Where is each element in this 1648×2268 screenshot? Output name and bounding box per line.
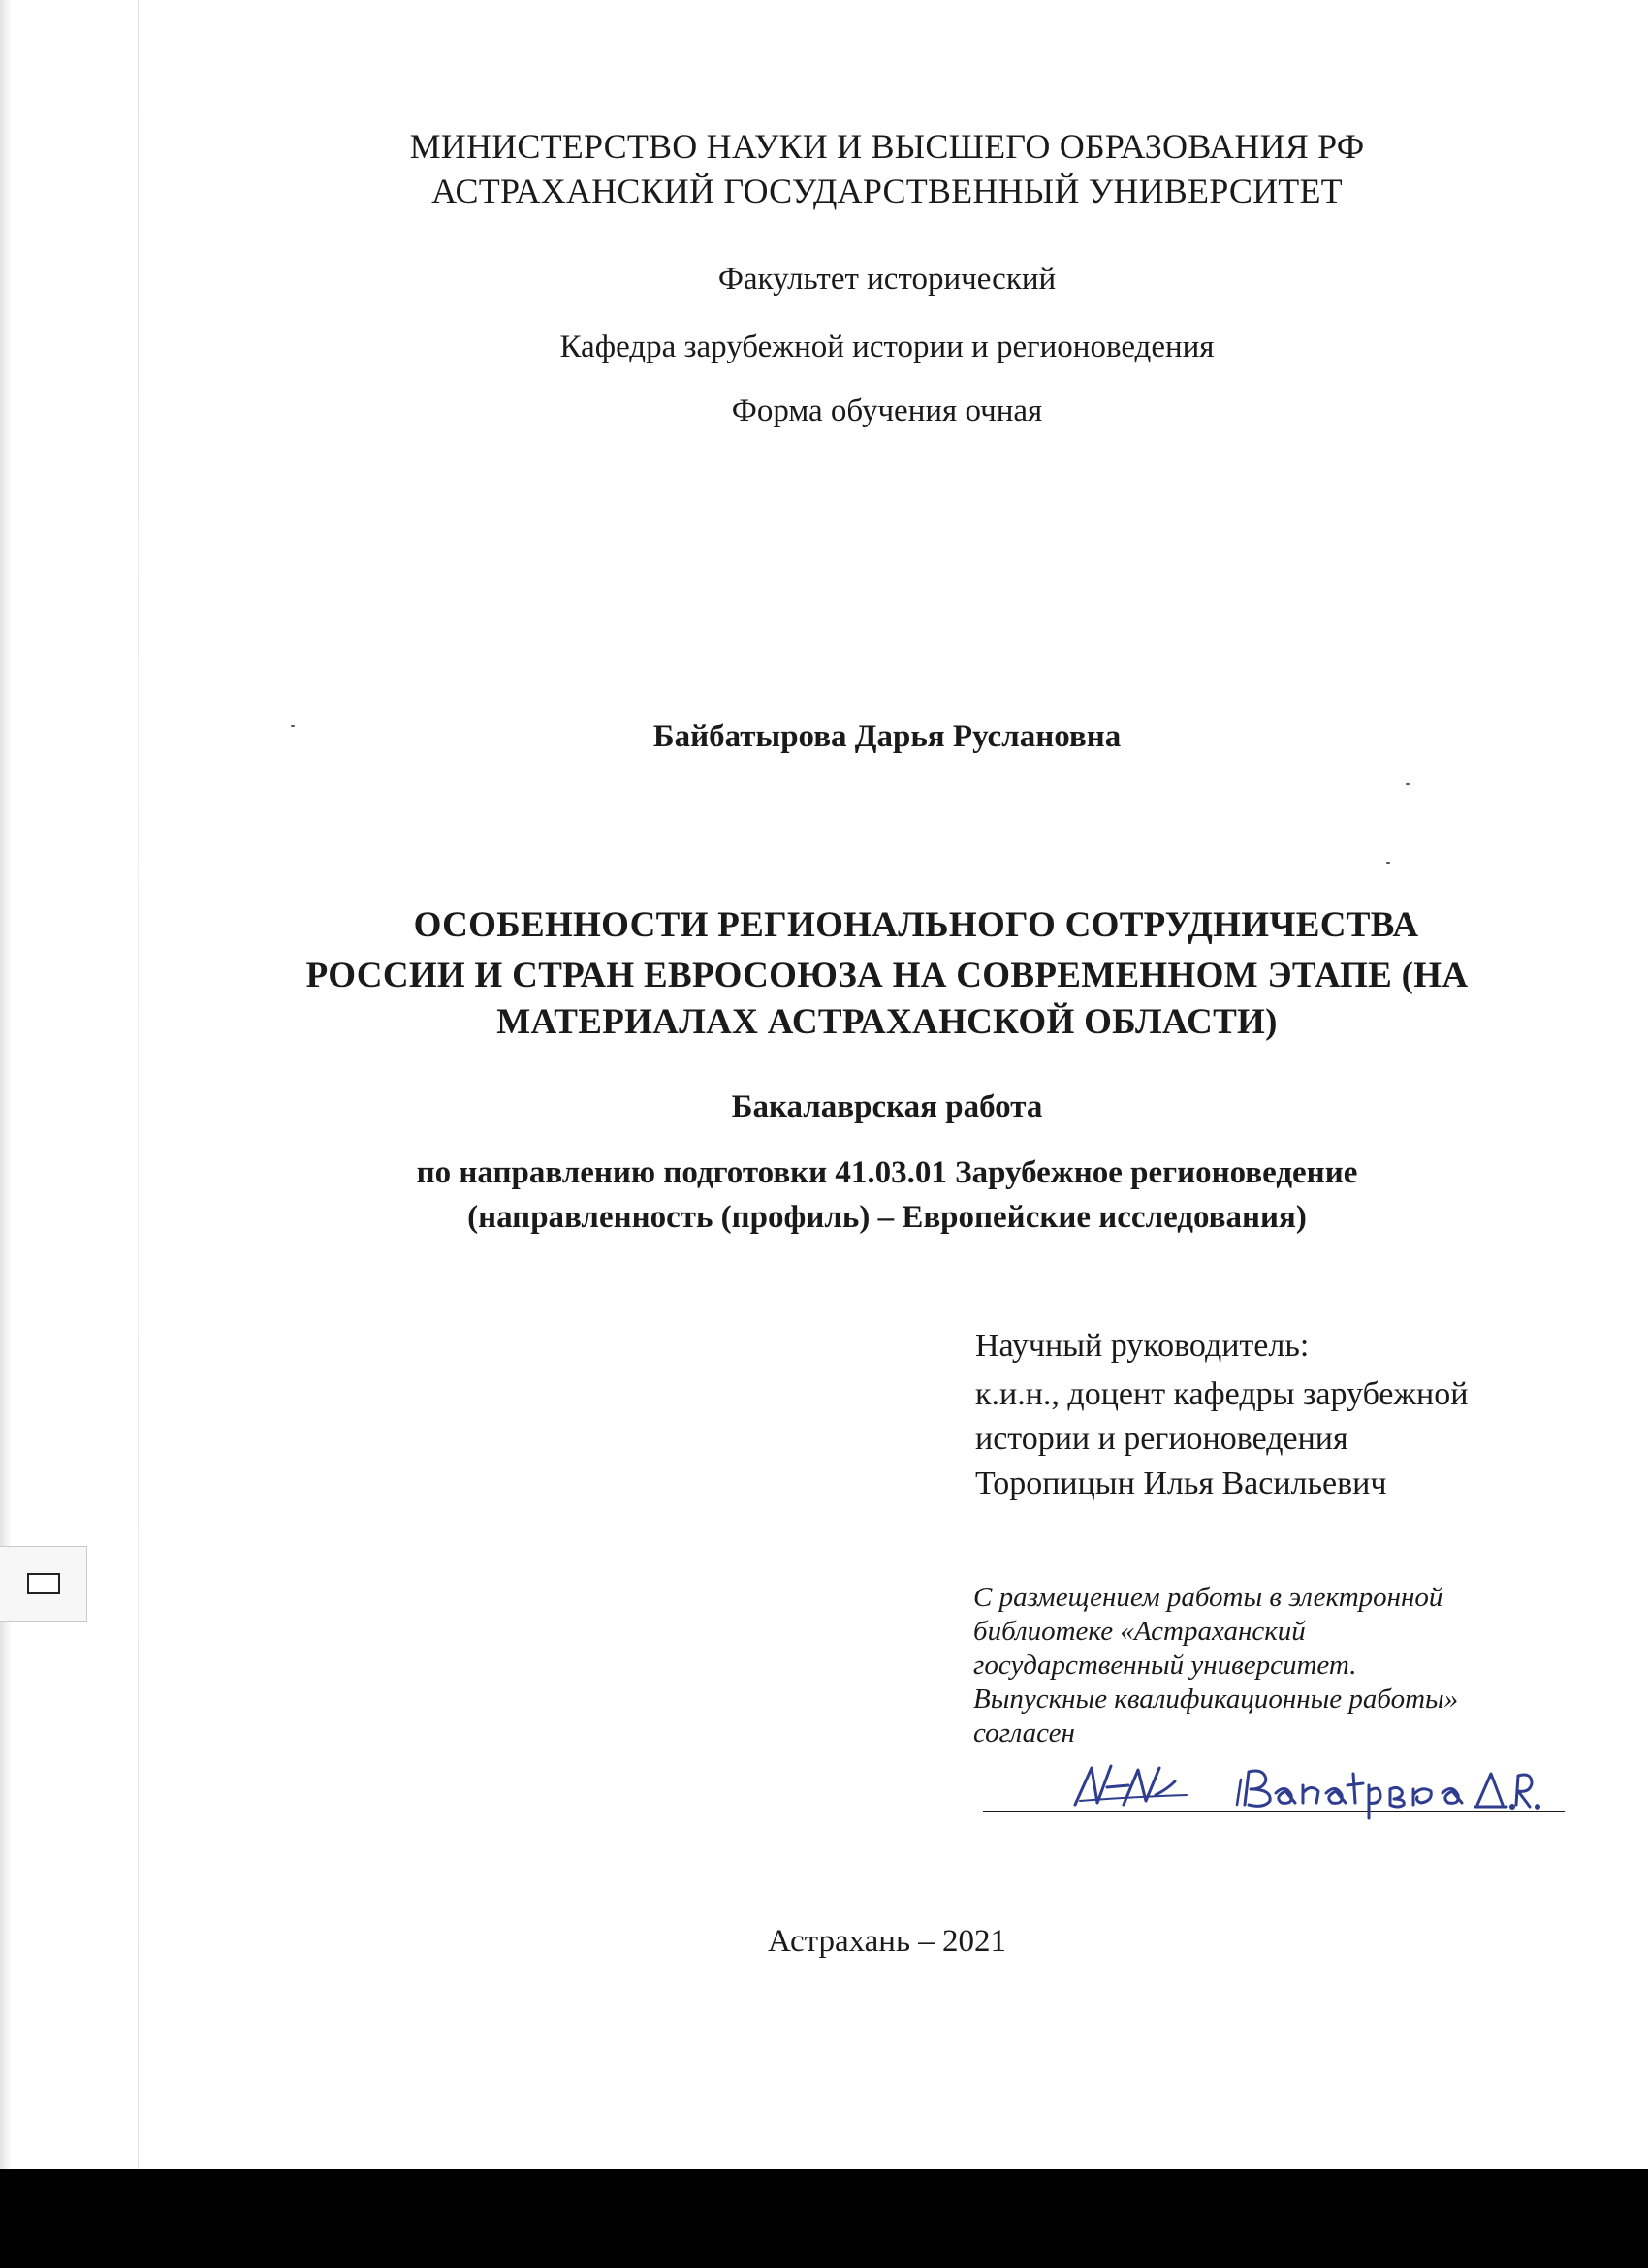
consent-line-1: С размещением работы в электронной xyxy=(973,1582,1443,1613)
ministry-line: МИНИСТЕРСТВО НАУКИ И ВЫСШЕГО ОБРАЗОВАНИЯ РФ xyxy=(409,127,1365,166)
page-edge-shadow xyxy=(0,0,12,2169)
consent-line-4: Выпускные квалификационные работы» xyxy=(973,1684,1459,1715)
consent-line-5: согласен xyxy=(973,1717,1075,1748)
study-form-line: Форма обучения очная xyxy=(731,394,1043,428)
author-name: Байбатырова Дарья Руслановна xyxy=(652,719,1122,754)
work-type: Бакалаврская работа xyxy=(731,1089,1043,1124)
consent-line-3: государственный университет. xyxy=(973,1650,1357,1681)
binder-clip-mark xyxy=(0,1546,87,1622)
signature-row xyxy=(983,1764,1576,1822)
supervisor-label: Научный руководитель: xyxy=(975,1328,1310,1364)
supervisor-degree-line-1: к.и.н., доцент кафедры зарубежной xyxy=(975,1376,1469,1412)
supervisor-degree-line-2: истории и регионоведения xyxy=(975,1421,1348,1457)
faculty-line: Факультет исторический xyxy=(717,262,1057,297)
title-line-2: РОССИИ И СТРАН ЕВРОСОЮЗА НА СОВРЕМЕННОМ ЭТАПЕ (НА xyxy=(305,956,1469,995)
binding-fold-line xyxy=(138,0,139,2169)
direction-line-1: по направлению подготовки 41.03.01 Зарубежное регионоведение xyxy=(416,1155,1358,1190)
consent-statement xyxy=(973,1581,1458,1750)
clip-mark-window xyxy=(27,1573,60,1594)
title-line-1: ОСОБЕННОСТИ РЕГИОНАЛЬНОГО СОТРУДНИЧЕСТВА xyxy=(413,905,1419,945)
handwritten-signature xyxy=(983,1747,1584,1824)
city-year: Астрахань – 2021 xyxy=(767,1924,1007,1959)
scanner-border-band xyxy=(0,2169,1648,2268)
department-line: Кафедра зарубежной истории и регионоведения xyxy=(559,330,1215,364)
consent-line-2: библиотеке «Астраханский xyxy=(973,1616,1306,1647)
supervisor-name: Торопицын Илья Васильевич xyxy=(975,1465,1387,1501)
direction-line-2: (направленность (профиль) – Европейские исследования) xyxy=(467,1200,1307,1235)
scan-speck xyxy=(1406,783,1410,785)
university-line: АСТРАХАНСКИЙ ГОСУДАРСТВЕННЫЙ УНИВЕРСИТЕТ xyxy=(431,172,1343,210)
scan-speck xyxy=(291,725,295,727)
title-line-3: МАТЕРИАЛАХ АСТРАХАНСКОЙ ОБЛАСТИ) xyxy=(496,1002,1278,1042)
scan-speck xyxy=(1386,862,1390,864)
